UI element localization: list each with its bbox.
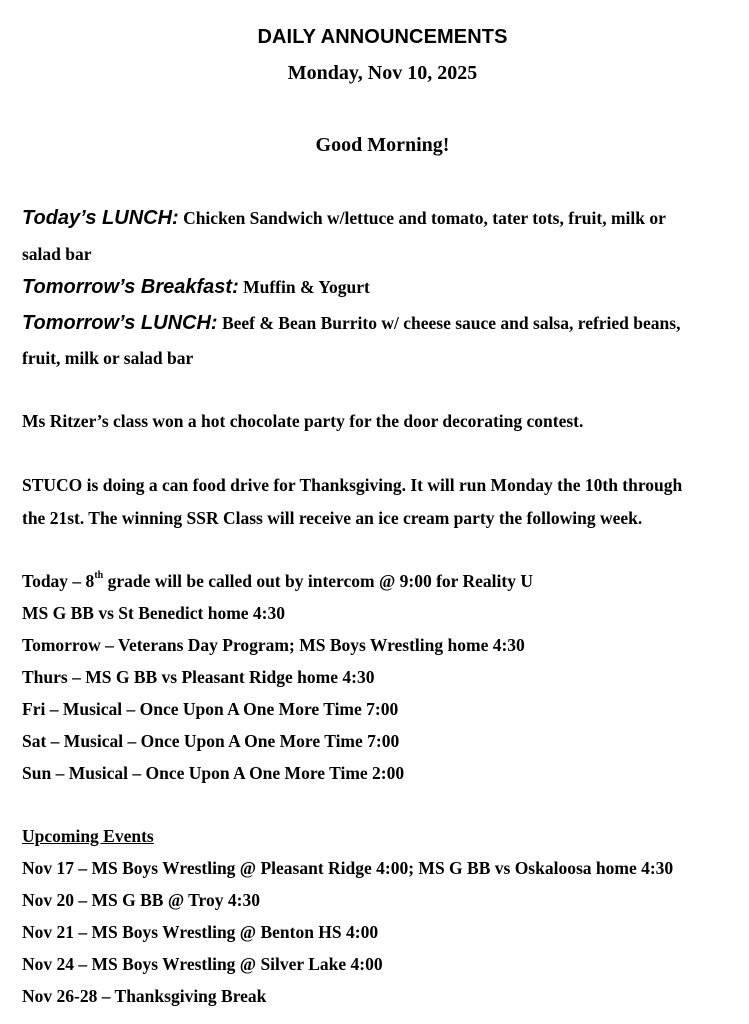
schedule-today — [22, 570, 742, 592]
today-lunch-label: Today’s LUNCH: — [22, 207, 179, 229]
tomorrow-lunch-label: Tomorrow’s LUNCH: — [22, 312, 218, 334]
upcoming-events-heading: Upcoming Events — [22, 826, 154, 846]
upcoming-event: Nov 26-28 – Thanksgiving Break — [22, 986, 267, 1006]
tomorrow-lunch-continued: fruit, milk or salad bar — [22, 348, 194, 368]
today-lunch-text: Chicken Sandwich w/lettuce and tomato, tater tots, fruit, milk or — [183, 208, 666, 228]
schedule-item: Sun – Musical – Once Upon A One More Time 2:00 — [22, 763, 405, 783]
schedule-today-suffix: grade will be called out by intercom @ 9:00 for Reality U — [103, 571, 533, 591]
today-lunch-continued: salad bar — [22, 244, 92, 264]
stuco-announcement-line1: STUCO is doing a can food drive for Thanksgiving. It will run Monday the 10th through — [22, 475, 683, 495]
schedule-item: Fri – Musical – Once Upon A One More Time 7:00 — [22, 699, 399, 719]
stuco-announcement-line2: the 21st. The winning SSR Class will receive an ice cream party the following week. — [22, 508, 643, 528]
upcoming-event: Nov 17 – MS Boys Wrestling @ Pleasant Ridge 4:00; MS G BB vs Oskaloosa home 4:30 — [22, 858, 674, 878]
schedule-item: MS G BB vs St Benedict home 4:30 — [22, 603, 285, 623]
greeting: Good Morning! — [315, 134, 450, 156]
announcement-date: Monday, Nov 10, 2025 — [287, 62, 478, 84]
tomorrow-breakfast-text: Muffin & Yogurt — [243, 277, 370, 297]
upcoming-event: Nov 24 – MS Boys Wrestling @ Silver Lake 4:00 — [22, 954, 383, 974]
tomorrow-lunch-text: Beef & Bean Burrito w/ cheese sauce and salsa, refried beans, — [221, 313, 681, 333]
schedule-item: Sat – Musical – Once Upon A One More Time 7:00 — [22, 731, 400, 751]
tomorrow-breakfast-label: Tomorrow’s Breakfast: — [22, 276, 239, 298]
door-contest-announcement: Ms Ritzer’s class won a hot chocolate party for the door decorating contest. — [22, 411, 584, 431]
schedule-today-superscript: th — [94, 570, 104, 582]
page-title: DAILY ANNOUNCEMENTS — [257, 26, 508, 48]
tomorrow-breakfast — [22, 276, 742, 298]
schedule-today-prefix: Today – 8 — [22, 571, 95, 591]
upcoming-event: Nov 20 – MS G BB @ Troy 4:30 — [22, 890, 260, 910]
upcoming-event: Nov 21 – MS Boys Wrestling @ Benton HS 4:00 — [22, 922, 379, 942]
schedule-item: Tomorrow – Veterans Day Program; MS Boys Wrestling home 4:30 — [22, 635, 525, 655]
today-lunch — [22, 207, 742, 229]
schedule-item: Thurs – MS G BB vs Pleasant Ridge home 4:30 — [22, 667, 375, 687]
tomorrow-lunch — [22, 312, 742, 334]
